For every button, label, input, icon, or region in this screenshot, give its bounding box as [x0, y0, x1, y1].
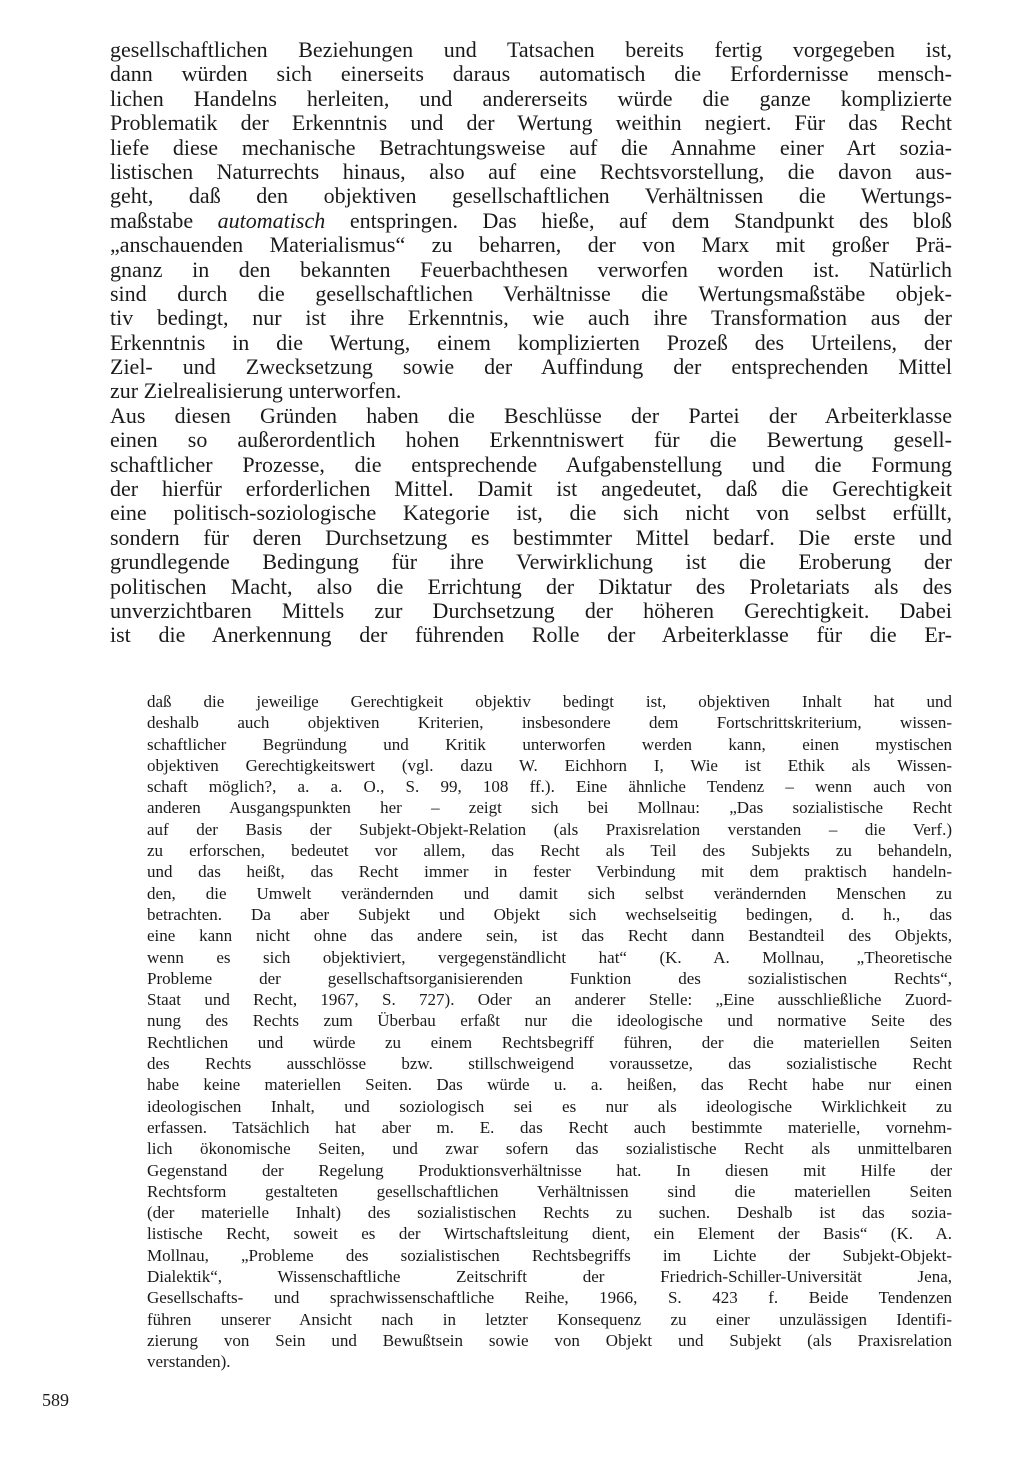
text-line: Erkenntnis in die Wertung, einem komplizierten Prozeß des Urteilens, der	[110, 329, 952, 355]
footnote-line: auf der Basis der Subjekt-Objekt-Relation (als Praxisrelation verstanden – die Verf.)	[147, 819, 952, 839]
text-line: gesellschaftlichen Beziehungen und Tatsachen bereits fertig vorgegeben ist,	[110, 37, 952, 62]
footnote-line: führen unserer Ansicht nach in letzter Konsequenz zu einer unzulässigen Identifi-	[147, 1309, 952, 1329]
text-line: ist die Anerkennung der führenden Rolle der Arbeiterklasse für die Er-	[110, 622, 952, 648]
footnote-line: zu erforschen, bedeutet vor allem, das Recht als Teil des Subjekts zu behandeln,	[147, 841, 952, 861]
footnote-line: Mollnau, „Probleme des sozialistischen Rechtsbegriffs im Lichte der Subjekt-Objekt-	[147, 1245, 952, 1265]
text-line: lichen Handelns herleiten, und andererseits würde die ganze komplizierte	[110, 85, 952, 111]
text-line: gnanz in den bekannten Feuerbachthesen verworfen worden ist. Natürlich	[110, 256, 952, 282]
footnote-line: listische Recht, soweit es der Wirtschaftsleitung dient, ein Element der Basis“ (K. A.	[147, 1224, 952, 1244]
text-line: „anschauenden Materialismus“ zu beharren, der von Marx mit großer Prä-	[110, 232, 952, 258]
footnote-line: habe keine materiellen Seiten. Das würde u. a. heißen, das Recht habe nur einen	[147, 1075, 952, 1095]
footnote-line: verstanden).	[147, 1352, 231, 1372]
text-line: unverzichtbaren Mittels zur Durchsetzung der höheren Gerechtigkeit. Dabei	[110, 597, 952, 623]
text-line: liefe diese mechanische Betrachtungsweise auf die Annahme einer Art sozia-	[110, 134, 952, 160]
footnote-line: deshalb auch objektiven Kriterien, insbesondere dem Fortschrittskriterium, wissen-	[147, 713, 952, 733]
footnote-line: objektiven Gerechtigkeitswert (vgl. dazu W. Eichhorn I, Wie ist Ethik als Wissen-	[147, 755, 952, 775]
footnote-line: eine kann nicht ohne das andere sein, ist das Recht dann Bestandteil des Objekts,	[147, 926, 952, 946]
footnote-line: anderen Ausgangspunkten her – zeigt sich bei Mollnau: „Das sozialistische Recht	[147, 798, 952, 818]
text-line: schaftlicher Prozesse, die entsprechende Aufgabenstellung und die Formung	[110, 451, 952, 477]
text-line: Ziel- und Zwecksetzung sowie der Auffindung der entsprechenden Mittel	[110, 354, 952, 380]
footnote-line: zierung von Sein und Bewußtsein sowie von Objekt und Subjekt (als Praxisrelation	[147, 1330, 952, 1350]
footnote-line: Rechtlichen und würde zu einem Rechtsbegriff führen, der die materiellen Seiten	[147, 1032, 952, 1052]
text-line: grundlegende Bedingung für ihre Verwirklichung ist die Eroberung der	[110, 549, 952, 575]
footnote-line: schaft möglich?, a. a. O., S. 99, 108 ff.). Eine ähnliche Tendenz – wenn auch von	[147, 777, 952, 797]
footnote-line: daß die jeweilige Gerechtigkeit objektiv bedingt ist, objektiven Inhalt hat und	[147, 692, 952, 711]
text-line: sind durch die gesellschaftlichen Verhältnisse die Wertungsmaßstäbe objek-	[110, 280, 952, 306]
footnote-line: nung des Rechts zum Überbau erfaßt nur die ideologische und normative Seite des	[147, 1011, 952, 1031]
text-line: politischen Macht, also die Errichtung der Diktatur des Proletariats als des	[110, 573, 952, 599]
footnote-line: ideologischen Inhalt, und soziologisch sei es nur als ideologische Wirklichkeit zu	[147, 1096, 952, 1116]
footnote-line: betrachten. Da aber Subjekt und Objekt sich wechselseitig bedingen, d. h., das	[147, 904, 952, 924]
footnote-line: Probleme der gesellschaftsorganisierenden Funktion des sozialistischen Rechts“,	[147, 968, 952, 988]
text-line: der hierfür erforderlichen Mittel. Damit ist angedeutet, daß die Gerechtigkeit	[110, 476, 952, 502]
footnote-line: Rechtsform gestalteten gesellschaftlichen Verhältnissen sind die materiellen Seiten	[147, 1181, 952, 1201]
footnote-line: Gegenstand der Regelung Produktionsverhältnisse hat. In diesen mit Hilfe der	[147, 1160, 952, 1180]
text-line: zur Zielrealisierung unterworfen.	[110, 378, 402, 404]
main-text	[110, 38, 952, 648]
text-line: Aus diesen Gründen haben die Beschlüsse der Partei der Arbeiterklasse	[110, 402, 952, 428]
text-line: Problematik der Erkenntnis und der Wertung weithin negiert. Für das Recht	[110, 110, 952, 136]
footnote-line: lich ökonomische Seiten, und zwar sofern das sozialistische Recht als unmittelbaren	[147, 1139, 952, 1159]
footnote-line: schaftlicher Begründung und Kritik unterworfen werden kann, einen mystischen	[147, 734, 952, 754]
text-line: maßstabe automatisch entspringen. Das hieße, auf dem Standpunkt des bloß	[110, 207, 952, 233]
text-line: dann würden sich einerseits daraus automatisch die Erfordernisse mensch-	[110, 61, 952, 87]
footnote-line: und das heißt, das Recht immer in fester Verbindung mit dem praktisch handeln-	[147, 862, 952, 882]
footnote-line: erfassen. Tatsächlich hat aber m. E. das Recht auch bestimmte materielle, vornehm-	[147, 1117, 952, 1137]
text-line: tiv bedingt, nur ist ihre Erkenntnis, wie auch ihre Transformation aus der	[110, 305, 952, 331]
footnote-line: (der materielle Inhalt) des sozialistischen Rechts zu suchen. Deshalb ist das sozia-	[147, 1203, 952, 1223]
footnote-line: Staat und Recht, 1967, S. 727). Oder an anderer Stelle: „Eine ausschließliche Zuord-	[147, 990, 952, 1010]
footnote-line: wenn es sich objektiviert, vergegenständlicht hat“ (K. A. Mollnau, „Theoretische	[147, 947, 952, 967]
text-line: sondern für deren Durchsetzung es bestimmter Mittel bedarf. Die erste und	[110, 524, 952, 550]
footnote-line: den, die Umwelt verändernden und damit sich selbst verändernden Menschen zu	[147, 883, 952, 903]
text-line: listischen Naturrechts hinaus, also auf eine Rechtsvorstellung, die davon aus-	[110, 158, 952, 184]
text-line: einen so außerordentlich hohen Erkenntniswert für die Bewertung gesell-	[110, 427, 952, 453]
text-line: geht, daß den objektiven gesellschaftlichen Verhältnissen die Wertungs-	[110, 183, 952, 209]
footnote	[147, 691, 952, 1373]
emphasis: automatisch	[217, 207, 326, 233]
text-line: eine politisch-soziologische Kategorie ist, die sich nicht von selbst erfüllt,	[110, 500, 952, 526]
footnote-line: Dialektik“, Wissenschaftliche Zeitschrift der Friedrich-Schiller-Universität Jena,	[147, 1267, 952, 1287]
footnote-line: Gesellschafts- und sprachwissenschaftliche Reihe, 1966, S. 423 f. Beide Tendenzen	[147, 1288, 952, 1308]
footnote-line: des Rechts ausschlösse bzw. stillschweigend voraussetze, das sozialistische Recht	[147, 1054, 952, 1074]
page-number: 589	[42, 1390, 69, 1410]
